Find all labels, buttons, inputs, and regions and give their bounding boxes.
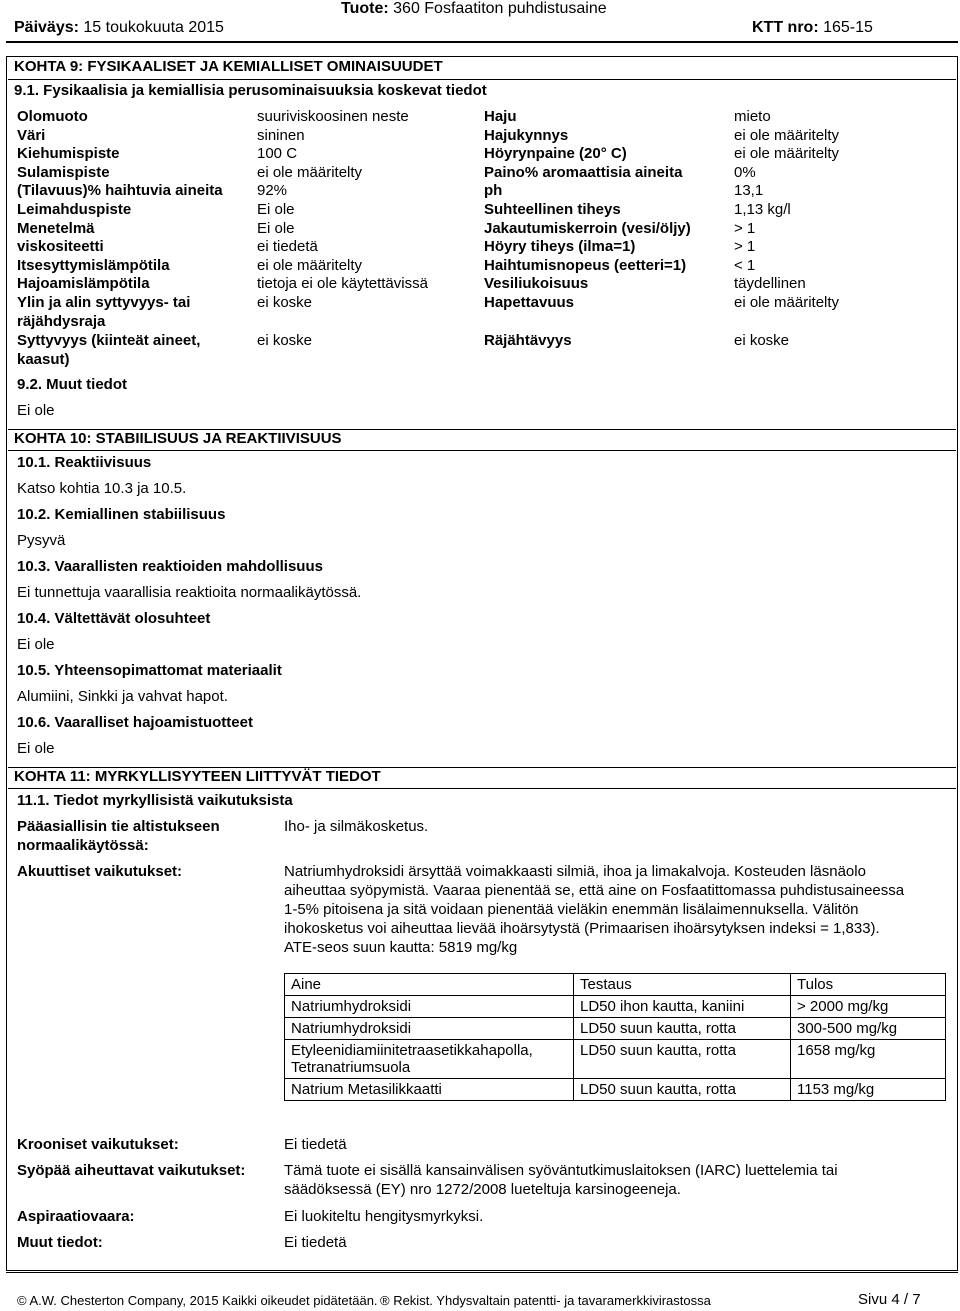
section10-text: Ei ole [17, 636, 55, 653]
section10-text: Alumiini, Sinkki ja vahvat hapot. [17, 688, 228, 705]
toxicity-cell: Natriumhydroksidi [285, 1018, 574, 1040]
toxicity-cell: > 2000 mg/kg [791, 996, 946, 1018]
toxicity-cell: Etyleenidiamiinitetraasetikkahapolla, Tetranatriumsuola [285, 1040, 574, 1079]
property-label: ph [484, 182, 503, 200]
product-value: 360 Fosfaatiton puhdistusaine [393, 0, 607, 17]
product-header [341, 0, 607, 18]
property-value: täydellinen [734, 275, 806, 293]
toxicity-table [284, 973, 946, 1101]
toxicity-cell: LD50 suun kautta, rotta [574, 1079, 791, 1101]
property-label: Höyrynpaine (20° C) [484, 145, 627, 163]
toxicity-header-row [285, 974, 946, 996]
section10-text: Ei tunnettuja vaarallisia reaktioita normaalikäytössä. [17, 584, 362, 601]
date-value: 15 toukokuuta 2015 [83, 19, 224, 36]
other-value: Ei tiedetä [284, 1234, 347, 1251]
section10-text: Pysyvä [17, 532, 66, 549]
section10-heading: 10.1. Reaktiivisuus [17, 454, 152, 471]
toxicity-row [285, 1018, 946, 1040]
property-label: Leimahduspiste [17, 201, 132, 218]
property-label: Väri [17, 126, 46, 144]
toxicity-cell: 300-500 mg/kg [791, 1018, 946, 1040]
ktt-value: 165-15 [823, 19, 873, 36]
footer-divider [6, 1272, 958, 1273]
property-label: räjähdysraja [17, 313, 106, 330]
date-label: Päiväys: [14, 19, 79, 36]
section11-sub1: 11.1. Tiedot myrkyllisistä vaikutuksista [17, 792, 293, 809]
property-value: 92% [257, 182, 288, 200]
property-label: Haju [484, 108, 517, 125]
exposure-value: Iho- ja silmäkosketus. [284, 818, 429, 835]
property-label: Räjähtävyys [484, 332, 572, 349]
section10-heading: 10.3. Vaarallisten reaktioiden mahdollisuus [17, 558, 323, 575]
property-value: 0% [734, 163, 756, 181]
property-value: suuriviskoosinen neste [257, 108, 409, 125]
acute-label: Akuuttiset vaikutukset: [17, 863, 183, 880]
property-label: Höyry tiheys (ilma=1) [484, 238, 636, 256]
property-value: ei ole määritelty [257, 256, 363, 274]
chronic-label: Krooniset vaikutukset: [17, 1136, 179, 1153]
toxicity-row [285, 996, 946, 1018]
property-label: Itsesyttymislämpötila [17, 256, 170, 274]
property-value: < 1 [734, 256, 756, 274]
footer-trademark: ® Rekist. Yhdysvaltain patentti- ja tavaramerkkivirastossa [380, 1293, 711, 1308]
section9-sub2: 9.2. Muut tiedot [17, 376, 127, 393]
section9-sub1: 9.1. Fysikaalisia ja kemiallisia perusominaisuuksia koskevat tiedot [14, 82, 487, 99]
property-label: Olomuoto [17, 108, 88, 125]
property-value: ei koske [734, 332, 790, 349]
property-value: ei ole määritelty [734, 126, 840, 144]
carc-line: säädöksessä (EY) nro 1272/2008 lueteltuja karsinogeeneja. [284, 1181, 681, 1198]
toxicity-row [285, 1079, 946, 1101]
date-header [14, 19, 224, 37]
property-label: Kiehumispiste [17, 145, 120, 163]
asp-label: Aspiraatiovaara: [17, 1208, 135, 1225]
property-label: viskositeetti [17, 238, 104, 256]
toxicity-cell: LD50 suun kautta, rotta [574, 1018, 791, 1040]
property-label: Syttyvyys (kiinteät aineet, [17, 332, 201, 349]
section10-heading: 10.5. Yhteensopimattomat materiaalit [17, 662, 282, 679]
toxicity-row [285, 1040, 946, 1079]
product-label: Tuote: [341, 0, 389, 17]
section10-title: KOHTA 10: STABIILISUUS JA REAKTIIVISUUS [8, 429, 956, 451]
other-label: Muut tiedot: [17, 1234, 103, 1251]
acute-line: 1-5% pitoisena ja sitä voidaan pienentää vieläkin enemmän lisälaimennuksella. Välitön [284, 901, 859, 918]
toxicity-cell: Natriumhydroksidi [285, 996, 574, 1018]
toxicity-header-cell: Tulos [791, 974, 946, 996]
toxicity-cell: 1658 mg/kg [791, 1040, 946, 1079]
section10-heading: 10.6. Vaaralliset hajoamistuotteet [17, 714, 253, 731]
property-value: ei ole määritelty [734, 145, 840, 163]
property-label: Hapettavuus [484, 294, 575, 311]
toxicity-cell: Natrium Metasilikkaatti [285, 1079, 574, 1101]
exposure-label-1: Pääasiallisin tie altistukseen [17, 818, 220, 835]
property-value: 1,13 kg/l [734, 201, 791, 218]
footer-copyright: © A.W. Chesterton Company, 2015 Kaikki oikeudet pidätetään. [17, 1293, 378, 1308]
section10-text: Ei ole [17, 740, 55, 757]
toxicity-header-cell: Aine [285, 974, 574, 996]
carc-label: Syöpää aiheuttavat vaikutukset: [17, 1162, 246, 1179]
property-value: 100 C [257, 145, 298, 163]
property-value: > 1 [734, 219, 756, 237]
property-value: sininen [257, 126, 305, 144]
property-label: Suhteellinen tiheys [484, 201, 621, 218]
property-label: (Tilavuus)% haihtuvia aineita [17, 182, 223, 200]
toxicity-cell: LD50 ihon kautta, kaniini [574, 996, 791, 1018]
property-label: kaasut) [17, 351, 70, 368]
property-value: ei tiedetä [257, 238, 318, 256]
property-value: ei koske [257, 332, 313, 349]
section10-text: Katso kohtia 10.3 ja 10.5. [17, 480, 187, 497]
ktt-label: KTT nro: [752, 19, 819, 36]
property-value: 13,1 [734, 182, 764, 200]
property-value: tietoja ei ole käytettävissä [257, 275, 428, 293]
header-divider [6, 41, 958, 43]
acute-line: ihokosketus voi aiheuttaa lievää ihoärsytystä (Primaarisen ihoärsytyksen indeksi = 1,833). [284, 920, 880, 937]
property-value: Ei ole [257, 219, 295, 237]
property-label: Jakautumiskerroin (vesi/öljy) [484, 219, 691, 237]
toxicity-cell: LD50 suun kautta, rotta [574, 1040, 791, 1079]
toxicity-header-cell: Testaus [574, 974, 791, 996]
section10-heading: 10.4. Vältettävät olosuhteet [17, 610, 211, 627]
section11-title: KOHTA 11: MYRKYLLISYYTEEN LIITTYVÄT TIEDOT [8, 767, 956, 789]
acute-line: aiheuttaa syöpymistä. Vaaraa pienentää se, että aine on Fosfaatittomassa puhdistusaineessa [284, 882, 905, 899]
property-label: Haihtumisnopeus (eetteri=1) [484, 256, 687, 274]
section10-heading: 10.2. Kemiallinen stabiilisuus [17, 506, 226, 523]
section9-sub2-text: Ei ole [17, 402, 55, 419]
property-label: Hajukynnys [484, 126, 569, 144]
carc-line: Tämä tuote ei sisällä kansainvälisen syöväntutkimuslaitoksen (IARC) luettelemia tai [284, 1162, 838, 1179]
exposure-label-2: normaalikäytössä: [17, 837, 149, 854]
property-label: Sulamispiste [17, 163, 110, 181]
acute-line: ATE-seos suun kautta: 5819 mg/kg [284, 939, 518, 956]
chronic-value: Ei tiedetä [284, 1136, 347, 1153]
toxicity-cell: 1153 mg/kg [791, 1079, 946, 1101]
property-value: > 1 [734, 238, 756, 256]
property-value: ei ole määritelty [257, 163, 363, 181]
asp-value: Ei luokiteltu hengitysmyrkyksi. [284, 1208, 484, 1225]
property-value: ei ole määritelty [734, 294, 840, 311]
property-label: Paino% aromaattisia aineita [484, 163, 683, 181]
property-label: Vesiliukoisuus [484, 275, 589, 293]
acute-line: Natriumhydroksidi ärsyttää voimakkaasti silmiä, ihoa ja limakalvoja. Kosteuden läsnäolo [284, 863, 866, 880]
property-label: Hajoamislämpötila [17, 275, 150, 293]
property-value: Ei ole [257, 201, 295, 218]
section9-title: KOHTA 9: FYSIKAALISET JA KEMIALLISET OMINAISUUDET [8, 58, 956, 80]
ktt-header [752, 19, 873, 37]
property-value: ei koske [257, 294, 313, 311]
property-label: Ylin ja alin syttyvyys- tai [17, 294, 191, 311]
footer-page: Sivu 4 / 7 [858, 1291, 921, 1308]
property-value: mieto [734, 108, 771, 125]
property-label: Menetelmä [17, 219, 95, 237]
